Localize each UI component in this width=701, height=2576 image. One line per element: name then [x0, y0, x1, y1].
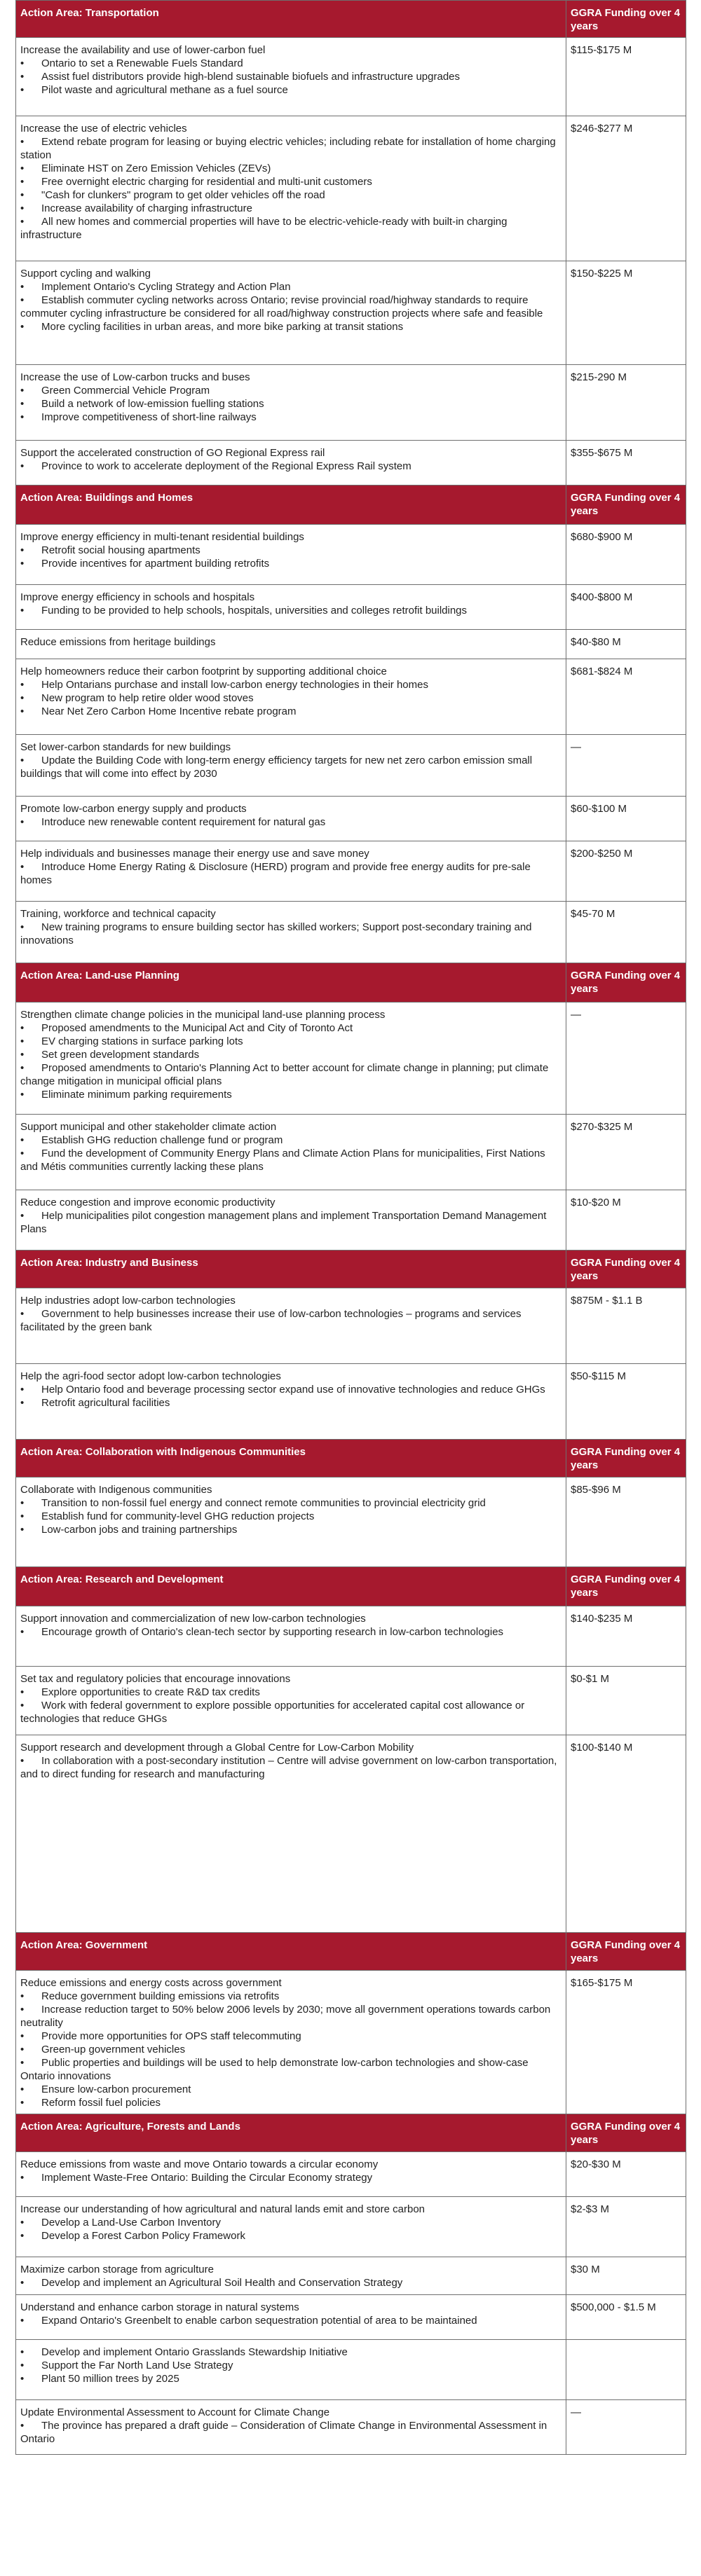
bullet-item: • Provide incentives for apartment building retrofits — [20, 558, 270, 570]
funding-value: $875M - $1.1 B — [566, 1288, 686, 1364]
table-row — [16, 1364, 686, 1440]
action-heading: Reduce emissions from heritage buildings — [20, 636, 216, 648]
bullet-item: • More cycling facilities in urban areas, and more bike parking at transit stations — [20, 321, 404, 333]
table-row — [16, 525, 686, 585]
bullet-item: • Establish GHG reduction challenge fund or program — [20, 1134, 283, 1146]
table-row — [16, 1115, 686, 1190]
table-row — [16, 1735, 686, 1933]
bullet-item: • Set green development standards — [20, 1049, 200, 1061]
funding-value: — — [566, 2400, 686, 2455]
table-row — [16, 2257, 686, 2295]
table-row — [16, 841, 686, 902]
funding-column-header: GGRA Funding over 4 years — [566, 2114, 686, 2152]
section-header-row — [16, 1, 686, 38]
action-heading: Promote low-carbon energy supply and products — [20, 803, 247, 815]
action-cell — [16, 1606, 566, 1667]
table-row — [16, 1971, 686, 2114]
funding-value: $115-$175 M — [566, 38, 686, 116]
section-header-row — [16, 963, 686, 1003]
bullet-item: • Help Ontario food and beverage processing sector expand use of innovative technologies and reduce GHGs — [20, 1384, 545, 1396]
section-title: Action Area: Government — [16, 1933, 566, 1971]
action-cell — [16, 1364, 566, 1440]
table-row — [16, 261, 686, 365]
funding-table — [15, 0, 686, 2455]
bullet-item: • Green Commercial Vehicle Program — [20, 385, 210, 397]
section-title: Action Area: Collaboration with Indigenous Communities — [16, 1440, 566, 1478]
bullet-item: • Eliminate minimum parking requirements — [20, 1089, 232, 1101]
action-cell — [16, 2152, 566, 2197]
table-row — [16, 116, 686, 261]
action-cell — [16, 585, 566, 630]
table-row — [16, 1190, 686, 1251]
bullet-item: • Help municipalities pilot congestion management plans and implement Transportation Demand Management Plans — [20, 1210, 547, 1235]
funding-value: $40-$80 M — [566, 630, 686, 659]
bullet-item: • Develop a Land-Use Carbon Inventory — [20, 2217, 221, 2229]
table-row — [16, 2197, 686, 2257]
section-title: Action Area: Industry and Business — [16, 1251, 566, 1288]
table-row — [16, 1667, 686, 1735]
funding-value: — — [566, 1003, 686, 1115]
table-row — [16, 441, 686, 485]
bullet-item: • Help Ontarians purchase and install low-carbon energy technologies in their homes — [20, 679, 428, 691]
bullet-item: • Low-carbon jobs and training partnerships — [20, 1524, 238, 1536]
section-header-row — [16, 1440, 686, 1478]
bullet-item: • Expand Ontario's Greenbelt to enable carbon sequestration potential of area to be maintained — [20, 2315, 477, 2327]
funding-value: $400-$800 M — [566, 585, 686, 630]
action-heading: Reduce emissions and energy costs across government — [20, 1977, 282, 1989]
section-header-row — [16, 485, 686, 525]
funding-value: $270-$325 M — [566, 1115, 686, 1190]
action-heading: Help the agri-food sector adopt low-carbon technologies — [20, 1370, 281, 1382]
bullet-item: • Near Net Zero Carbon Home Incentive rebate program — [20, 705, 297, 717]
section-header-row — [16, 1567, 686, 1606]
funding-value: $0-$1 M — [566, 1667, 686, 1735]
action-heading: Help homeowners reduce their carbon footprint by supporting additional choice — [20, 666, 387, 677]
table-row — [16, 2152, 686, 2197]
action-cell — [16, 1288, 566, 1364]
funding-column-header: GGRA Funding over 4 years — [566, 1440, 686, 1478]
action-heading: Support innovation and commercialization of new low-carbon technologies — [20, 1613, 366, 1625]
bullet-item: • New training programs to ensure building sector has skilled workers; Support post-secondary training and innovations — [20, 921, 532, 946]
bullet-item: • "Cash for clunkers" program to get older vehicles off the road — [20, 189, 325, 201]
action-cell — [16, 441, 566, 485]
bullet-item: • Build a network of low-emission fuelling stations — [20, 398, 264, 410]
section-title: Action Area: Land-use Planning — [16, 963, 566, 1003]
action-heading: Increase our understanding of how agricultural and natural lands emit and store carbon — [20, 2203, 426, 2215]
table-row — [16, 902, 686, 963]
bullet-item: • Update the Building Code with long-term energy efficiency targets for new net zero carbon emission small buildings that will come into effect by 2030 — [20, 755, 533, 780]
bullet-item: • EV charging stations in surface parking lots — [20, 1035, 243, 1047]
funding-value: $200-$250 M — [566, 841, 686, 902]
action-heading: Increase the availability and use of lower-carbon fuel — [20, 44, 266, 56]
bullet-item: • Extend rebate program for leasing or buying electric vehicles; including rebate for installation of home charging station — [20, 136, 556, 161]
action-cell — [16, 1478, 566, 1567]
action-cell — [16, 1735, 566, 1933]
bullet-item: • Green-up government vehicles — [20, 2044, 186, 2055]
action-cell — [16, 659, 566, 735]
action-heading: Set tax and regulatory policies that encourage innovations — [20, 1673, 291, 1685]
action-heading: Support cycling and walking — [20, 268, 151, 280]
table-row — [16, 735, 686, 797]
table-row — [16, 38, 686, 116]
bullet-item: • Transition to non-fossil fuel energy and connect remote communities to provincial electricity grid — [20, 1497, 486, 1509]
action-heading: Reduce congestion and improve economic productivity — [20, 1197, 275, 1208]
action-heading: Increase the use of Low-carbon trucks and buses — [20, 371, 250, 383]
bullet-item: • Proposed amendments to Ontario's Planning Act to better account for climate change in planning; put climate change mitigation in municipal official plans — [20, 1062, 549, 1087]
bullet-item: • Funding to be provided to help schools, hospitals, universities and colleges retrofit buildings — [20, 605, 468, 617]
table-row — [16, 2340, 686, 2400]
action-heading: Strengthen climate change policies in the municipal land-use planning process — [20, 1009, 386, 1021]
bullet-item: • Plant 50 million trees by 2025 — [20, 2373, 179, 2385]
bullet-item: • Support the Far North Land Use Strategy — [20, 2360, 233, 2371]
funding-value: $50-$115 M — [566, 1364, 686, 1440]
funding-value: $85-$96 M — [566, 1478, 686, 1567]
funding-value — [566, 2340, 686, 2400]
bullet-item: • Increase availability of charging infrastructure — [20, 202, 252, 214]
action-heading: Support the accelerated construction of GO Regional Express rail — [20, 447, 325, 459]
action-heading: Reduce emissions from waste and move Ontario towards a circular economy — [20, 2158, 379, 2170]
action-cell — [16, 2257, 566, 2295]
bullet-item: • Introduce Home Energy Rating & Disclosure (HERD) program and provide free energy audits for pre-sale homes — [20, 861, 531, 886]
funding-value: $500,000 - $1.5 M — [566, 2295, 686, 2340]
bullet-item: • Introduce new renewable content requirement for natural gas — [20, 816, 326, 828]
action-heading: Collaborate with Indigenous communities — [20, 1484, 212, 1496]
action-cell — [16, 1971, 566, 2114]
action-cell — [16, 2197, 566, 2257]
bullet-item: • Ensure low-carbon procurement — [20, 2083, 191, 2095]
funding-column-header: GGRA Funding over 4 years — [566, 1, 686, 38]
funding-value: $140-$235 M — [566, 1606, 686, 1667]
bullet-item: • Provide more opportunities for OPS staff telecommuting — [20, 2030, 301, 2042]
funding-value: — — [566, 735, 686, 797]
bullet-item: • Increase reduction target to 50% below 2006 levels by 2030; move all government operations towards carbon neutrality — [20, 2004, 551, 2029]
action-cell — [16, 1003, 566, 1115]
bullet-item: • Develop a Forest Carbon Policy Framework — [20, 2230, 245, 2242]
funding-value: $45-70 M — [566, 902, 686, 963]
bullet-item: • Government to help businesses increase their use of low-carbon technologies – programs and services facilitated by the green bank — [20, 1308, 522, 1333]
bullet-item: • All new homes and commercial properties will have to be electric-vehicle-ready with built-in charging infrastructure — [20, 216, 508, 241]
bullet-item: • Implement Ontario's Cycling Strategy and Action Plan — [20, 281, 291, 293]
table-row — [16, 2295, 686, 2340]
funding-value: $165-$175 M — [566, 1971, 686, 2114]
bullet-item: • Explore opportunities to create R&D tax credits — [20, 1686, 260, 1698]
table-row — [16, 659, 686, 735]
bullet-item: • Ontario to set a Renewable Fuels Standard — [20, 57, 243, 69]
bullet-item: • Free overnight electric charging for residential and multi-unit customers — [20, 176, 372, 188]
section-title: Action Area: Transportation — [16, 1, 566, 38]
section-title: Action Area: Buildings and Homes — [16, 485, 566, 525]
bullet-item: • Establish fund for community-level GHG reduction projects — [20, 1510, 315, 1522]
funding-column-header: GGRA Funding over 4 years — [566, 963, 686, 1003]
table-row — [16, 1606, 686, 1667]
funding-value: $215-290 M — [566, 365, 686, 441]
bullet-item: • Proposed amendments to the Municipal Act and City of Toronto Act — [20, 1022, 353, 1034]
section-header-row — [16, 2114, 686, 2152]
funding-value: $30 M — [566, 2257, 686, 2295]
action-cell — [16, 2295, 566, 2340]
action-cell — [16, 630, 566, 659]
bullet-item: • Public properties and buildings will be used to help demonstrate low-carbon technologies and show-case Ontario innovations — [20, 2057, 529, 2082]
action-cell — [16, 841, 566, 902]
bullet-item: • Develop and implement Ontario Grasslands Stewardship Initiative — [20, 2346, 348, 2358]
action-heading: Support municipal and other stakeholder climate action — [20, 1121, 277, 1133]
funding-value: $246-$277 M — [566, 116, 686, 261]
bullet-item: • Encourage growth of Ontario's clean-tech sector by supporting research in low-carbon technologies — [20, 1626, 504, 1638]
bullet-item: • Reform fossil fuel policies — [20, 2097, 161, 2109]
action-heading: Help industries adopt low-carbon technologies — [20, 1295, 236, 1307]
funding-value: $100-$140 M — [566, 1735, 686, 1933]
funding-value: $60-$100 M — [566, 797, 686, 841]
table-row — [16, 2400, 686, 2455]
funding-value: $355-$675 M — [566, 441, 686, 485]
table-row — [16, 797, 686, 841]
bullet-item: • Implement Waste-Free Ontario: Building the Circular Economy strategy — [20, 2172, 373, 2184]
funding-value: $150-$225 M — [566, 261, 686, 365]
section-title: Action Area: Agriculture, Forests and Lands — [16, 2114, 566, 2152]
bullet-item: • New program to help retire older wood stoves — [20, 692, 254, 704]
action-cell — [16, 261, 566, 365]
section-header-row — [16, 1933, 686, 1971]
section-title: Action Area: Research and Development — [16, 1567, 566, 1606]
funding-value: $10-$20 M — [566, 1190, 686, 1251]
bullet-item: • Pilot waste and agricultural methane as a fuel source — [20, 84, 288, 96]
action-cell — [16, 1115, 566, 1190]
action-cell — [16, 902, 566, 963]
funding-table-body — [16, 1, 686, 2455]
table-row — [16, 1288, 686, 1364]
bullet-item: • Develop and implement an Agricultural Soil Health and Conservation Strategy — [20, 2277, 403, 2289]
bullet-item: • Reduce government building emissions via retrofits — [20, 1990, 280, 2002]
funding-value: $680-$900 M — [566, 525, 686, 585]
action-cell — [16, 735, 566, 797]
action-heading: Understand and enhance carbon storage in natural systems — [20, 2301, 299, 2313]
table-row — [16, 1003, 686, 1115]
bullet-item: • Fund the development of Community Energy Plans and Climate Action Plans for municipalities, First Nations and Métis communities currently lacking these plans — [20, 1148, 545, 1173]
action-cell — [16, 2400, 566, 2455]
action-cell — [16, 2340, 566, 2400]
action-heading: Maximize carbon storage from agriculture — [20, 2264, 214, 2275]
bullet-item: • In collaboration with a post-secondary institution – Centre will advise government on low-carbon transportation, and to direct funding for research and manufacturing — [20, 1755, 557, 1780]
bullet-item: • Retrofit social housing apartments — [20, 544, 200, 556]
action-heading: Improve energy efficiency in multi-tenant residential buildings — [20, 531, 304, 543]
bullet-item: • Establish commuter cycling networks across Ontario; revise provincial road/highway standards to require commuter cycling infrastructure be considered for all road/highway construction projects where safe and feasible — [20, 294, 543, 319]
action-heading: Update Environmental Assessment to Account for Climate Change — [20, 2406, 330, 2418]
action-heading: Support research and development through a Global Centre for Low-Carbon Mobility — [20, 1742, 414, 1754]
action-cell — [16, 38, 566, 116]
funding-value: $681-$824 M — [566, 659, 686, 735]
action-cell — [16, 1190, 566, 1251]
bullet-item: • Improve competitiveness of short-line railways — [20, 411, 257, 423]
action-cell — [16, 365, 566, 441]
action-cell — [16, 116, 566, 261]
action-heading: Increase the use of electric vehicles — [20, 123, 187, 135]
section-header-row — [16, 1251, 686, 1288]
table-row — [16, 585, 686, 630]
funding-column-header: GGRA Funding over 4 years — [566, 1567, 686, 1606]
bullet-item: • Eliminate HST on Zero Emission Vehicles (ZEVs) — [20, 163, 271, 174]
bullet-item: • Province to work to accelerate deployment of the Regional Express Rail system — [20, 460, 411, 472]
funding-column-header: GGRA Funding over 4 years — [566, 1251, 686, 1288]
bullet-item: • Work with federal government to explore possible opportunities for accelerated capital cost allowance or technologies that reduce GHGs — [20, 1700, 525, 1725]
funding-column-header: GGRA Funding over 4 years — [566, 1933, 686, 1971]
funding-column-header: GGRA Funding over 4 years — [566, 485, 686, 525]
bullet-item: • Retrofit agricultural facilities — [20, 1397, 170, 1409]
action-cell — [16, 797, 566, 841]
action-heading: Help individuals and businesses manage their energy use and save money — [20, 848, 369, 860]
action-heading: Training, workforce and technical capacity — [20, 908, 216, 920]
table-row — [16, 630, 686, 659]
bullet-item: • The province has prepared a draft guide – Consideration of Climate Change in Environmental Assessment in Ontario — [20, 2420, 547, 2445]
funding-value: $20-$30 M — [566, 2152, 686, 2197]
action-cell — [16, 525, 566, 585]
action-heading: Improve energy efficiency in schools and hospitals — [20, 591, 255, 603]
table-row — [16, 1478, 686, 1567]
table-row — [16, 365, 686, 441]
action-cell — [16, 1667, 566, 1735]
bullet-item: • Assist fuel distributors provide high-blend sustainable biofuels and infrastructure upgrades — [20, 71, 461, 83]
funding-value: $2-$3 M — [566, 2197, 686, 2257]
action-heading: Set lower-carbon standards for new buildings — [20, 741, 231, 753]
